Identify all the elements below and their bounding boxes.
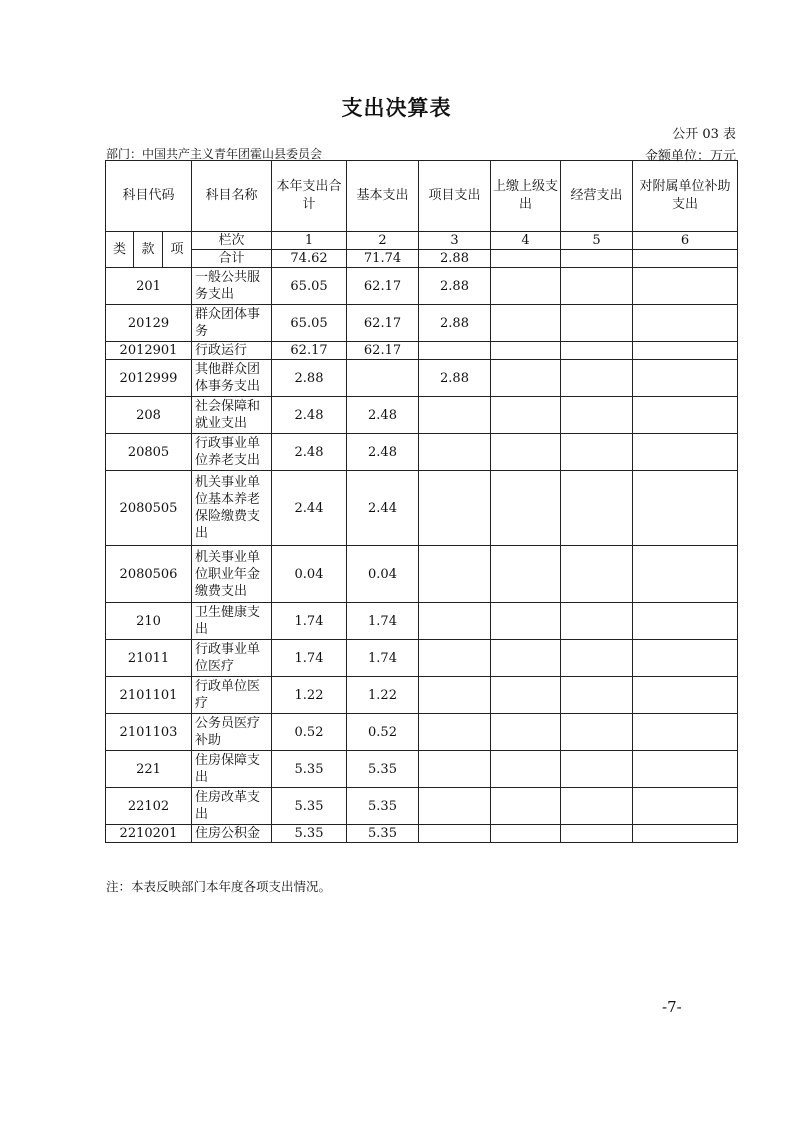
row-subsidy	[633, 825, 738, 843]
row-subsidy	[633, 603, 738, 640]
header-row	[106, 161, 738, 232]
row-business	[561, 677, 633, 714]
col-index-1: 1	[272, 232, 347, 250]
row-project	[419, 397, 491, 434]
header-code: 科目代码	[106, 161, 192, 232]
row-project	[419, 546, 491, 603]
table-row	[106, 714, 738, 751]
table-row	[106, 751, 738, 788]
row-business	[561, 471, 633, 546]
row-total: 5.35	[272, 788, 347, 825]
row-code: 2210201	[106, 825, 192, 843]
col-index-3: 3	[419, 232, 491, 250]
header-project: 项目支出	[419, 161, 491, 232]
row-name: 行政单位医疗	[192, 677, 272, 714]
total-business	[561, 250, 633, 268]
row-upper	[491, 397, 561, 434]
row-total: 1.22	[272, 677, 347, 714]
col-index-5: 5	[561, 232, 633, 250]
row-business	[561, 714, 633, 751]
row-code: 22102	[106, 788, 192, 825]
row-subsidy	[633, 714, 738, 751]
row-project	[419, 751, 491, 788]
table-row	[106, 360, 738, 397]
row-code: 20805	[106, 434, 192, 471]
row-code: 221	[106, 751, 192, 788]
row-subsidy	[633, 305, 738, 342]
row-total: 5.35	[272, 751, 347, 788]
row-business	[561, 305, 633, 342]
row-business	[561, 751, 633, 788]
page-title: 支出决算表	[341, 96, 452, 120]
row-project	[419, 677, 491, 714]
row-subsidy	[633, 788, 738, 825]
row-total: 2.48	[272, 397, 347, 434]
table-row	[106, 471, 738, 546]
row-project	[419, 603, 491, 640]
row-code: 2012901	[106, 342, 192, 360]
row-code: 2080506	[106, 546, 192, 603]
row-subsidy	[633, 751, 738, 788]
row-name: 机关事业单位基本养老保险缴费支出	[192, 471, 272, 546]
row-total: 5.35	[272, 825, 347, 843]
total-row	[106, 250, 738, 268]
row-name: 行政事业单位养老支出	[192, 434, 272, 471]
row-project	[419, 342, 491, 360]
row-upper	[491, 360, 561, 397]
row-upper	[491, 342, 561, 360]
row-project	[419, 788, 491, 825]
row-subsidy	[633, 677, 738, 714]
row-upper	[491, 434, 561, 471]
row-subsidy	[633, 268, 738, 305]
row-upper	[491, 268, 561, 305]
row-subsidy	[633, 342, 738, 360]
table-row	[106, 268, 738, 305]
row-business	[561, 603, 633, 640]
row-code: 2101103	[106, 714, 192, 751]
row-project	[419, 825, 491, 843]
row-basic: 62.17	[347, 268, 419, 305]
expenditure-table	[105, 160, 738, 843]
row-upper	[491, 714, 561, 751]
row-business	[561, 434, 633, 471]
row-basic: 5.35	[347, 788, 419, 825]
header-lanci: 栏次	[192, 232, 272, 250]
row-code: 210	[106, 603, 192, 640]
row-total: 0.52	[272, 714, 347, 751]
row-name: 住房公积金	[192, 825, 272, 843]
row-total: 2.44	[272, 471, 347, 546]
table-row	[106, 788, 738, 825]
row-name: 卫生健康支出	[192, 603, 272, 640]
row-upper	[491, 603, 561, 640]
row-upper	[491, 305, 561, 342]
row-basic: 0.52	[347, 714, 419, 751]
row-name: 公务员医疗补助	[192, 714, 272, 751]
row-name: 住房保障支出	[192, 751, 272, 788]
row-subsidy	[633, 360, 738, 397]
row-project	[419, 640, 491, 677]
row-basic: 5.35	[347, 751, 419, 788]
row-upper	[491, 751, 561, 788]
row-basic: 62.17	[347, 305, 419, 342]
row-code: 2012999	[106, 360, 192, 397]
row-name: 机关事业单位职业年金缴费支出	[192, 546, 272, 603]
row-project	[419, 471, 491, 546]
row-total: 2.88	[272, 360, 347, 397]
header-lei: 类	[106, 232, 134, 268]
row-code: 208	[106, 397, 192, 434]
table-row	[106, 825, 738, 843]
total-amount: 74.62	[272, 250, 347, 268]
total-upper	[491, 250, 561, 268]
row-name: 社会保障和就业支出	[192, 397, 272, 434]
row-basic: 0.04	[347, 546, 419, 603]
row-project	[419, 434, 491, 471]
row-project: 2.88	[419, 268, 491, 305]
row-total: 2.48	[272, 434, 347, 471]
row-name: 一般公共服务支出	[192, 268, 272, 305]
header-total: 本年支出合计	[272, 161, 347, 232]
total-project: 2.88	[419, 250, 491, 268]
row-code: 2101101	[106, 677, 192, 714]
row-business	[561, 397, 633, 434]
department-label: 部门：中国共产主义青年团霍山县委员会	[106, 147, 323, 161]
header-name: 科目名称	[192, 161, 272, 232]
row-subsidy	[633, 640, 738, 677]
table-row	[106, 640, 738, 677]
row-basic: 5.35	[347, 825, 419, 843]
column-index-row	[106, 232, 738, 250]
amount-unit: 金额单位：万元	[644, 149, 736, 164]
row-name: 其他群众团体事务支出	[192, 360, 272, 397]
header-xiang: 项	[163, 232, 192, 268]
row-upper	[491, 677, 561, 714]
row-basic: 1.74	[347, 640, 419, 677]
row-basic: 62.17	[347, 342, 419, 360]
row-upper	[491, 640, 561, 677]
row-basic: 2.48	[347, 397, 419, 434]
table-row	[106, 342, 738, 360]
row-code: 201	[106, 268, 192, 305]
row-business	[561, 268, 633, 305]
header-subsidy: 对附属单位补助支出	[633, 161, 738, 232]
row-subsidy	[633, 397, 738, 434]
row-upper	[491, 825, 561, 843]
total-subsidy	[633, 250, 738, 268]
row-business	[561, 640, 633, 677]
row-project	[419, 714, 491, 751]
row-total: 0.04	[272, 546, 347, 603]
header-business: 经营支出	[561, 161, 633, 232]
row-name: 行政事业单位医疗	[192, 640, 272, 677]
row-project: 2.88	[419, 360, 491, 397]
form-number: 公开 03 表	[672, 127, 736, 142]
total-label: 合计	[192, 250, 272, 268]
row-code: 21011	[106, 640, 192, 677]
row-total: 1.74	[272, 603, 347, 640]
col-index-2: 2	[347, 232, 419, 250]
row-upper	[491, 471, 561, 546]
row-business	[561, 546, 633, 603]
row-total: 65.05	[272, 268, 347, 305]
header-basic: 基本支出	[347, 161, 419, 232]
page-number: -7-	[662, 998, 682, 1016]
row-business	[561, 788, 633, 825]
table-row	[106, 603, 738, 640]
row-code: 20129	[106, 305, 192, 342]
row-total: 62.17	[272, 342, 347, 360]
row-subsidy	[633, 434, 738, 471]
header-upper: 上缴上级支出	[491, 161, 561, 232]
row-business	[561, 360, 633, 397]
row-basic	[347, 360, 419, 397]
row-code: 2080505	[106, 471, 192, 546]
col-index-4: 4	[491, 232, 561, 250]
row-upper	[491, 788, 561, 825]
total-basic: 71.74	[347, 250, 419, 268]
row-name: 群众团体事务	[192, 305, 272, 342]
table-row	[106, 677, 738, 714]
row-business	[561, 342, 633, 360]
col-index-6: 6	[633, 232, 738, 250]
table-row	[106, 397, 738, 434]
row-total: 65.05	[272, 305, 347, 342]
row-basic: 1.74	[347, 603, 419, 640]
row-basic: 2.48	[347, 434, 419, 471]
row-subsidy	[633, 471, 738, 546]
row-project: 2.88	[419, 305, 491, 342]
table-note: 注：本表反映部门本年度各项支出情况。	[106, 879, 332, 894]
table-row	[106, 305, 738, 342]
table-row	[106, 434, 738, 471]
row-name: 住房改革支出	[192, 788, 272, 825]
row-basic: 1.22	[347, 677, 419, 714]
row-subsidy	[633, 546, 738, 603]
row-basic: 2.44	[347, 471, 419, 546]
table-row	[106, 546, 738, 603]
row-business	[561, 825, 633, 843]
row-total: 1.74	[272, 640, 347, 677]
row-upper	[491, 546, 561, 603]
row-name: 行政运行	[192, 342, 272, 360]
header-kuan: 款	[134, 232, 163, 268]
